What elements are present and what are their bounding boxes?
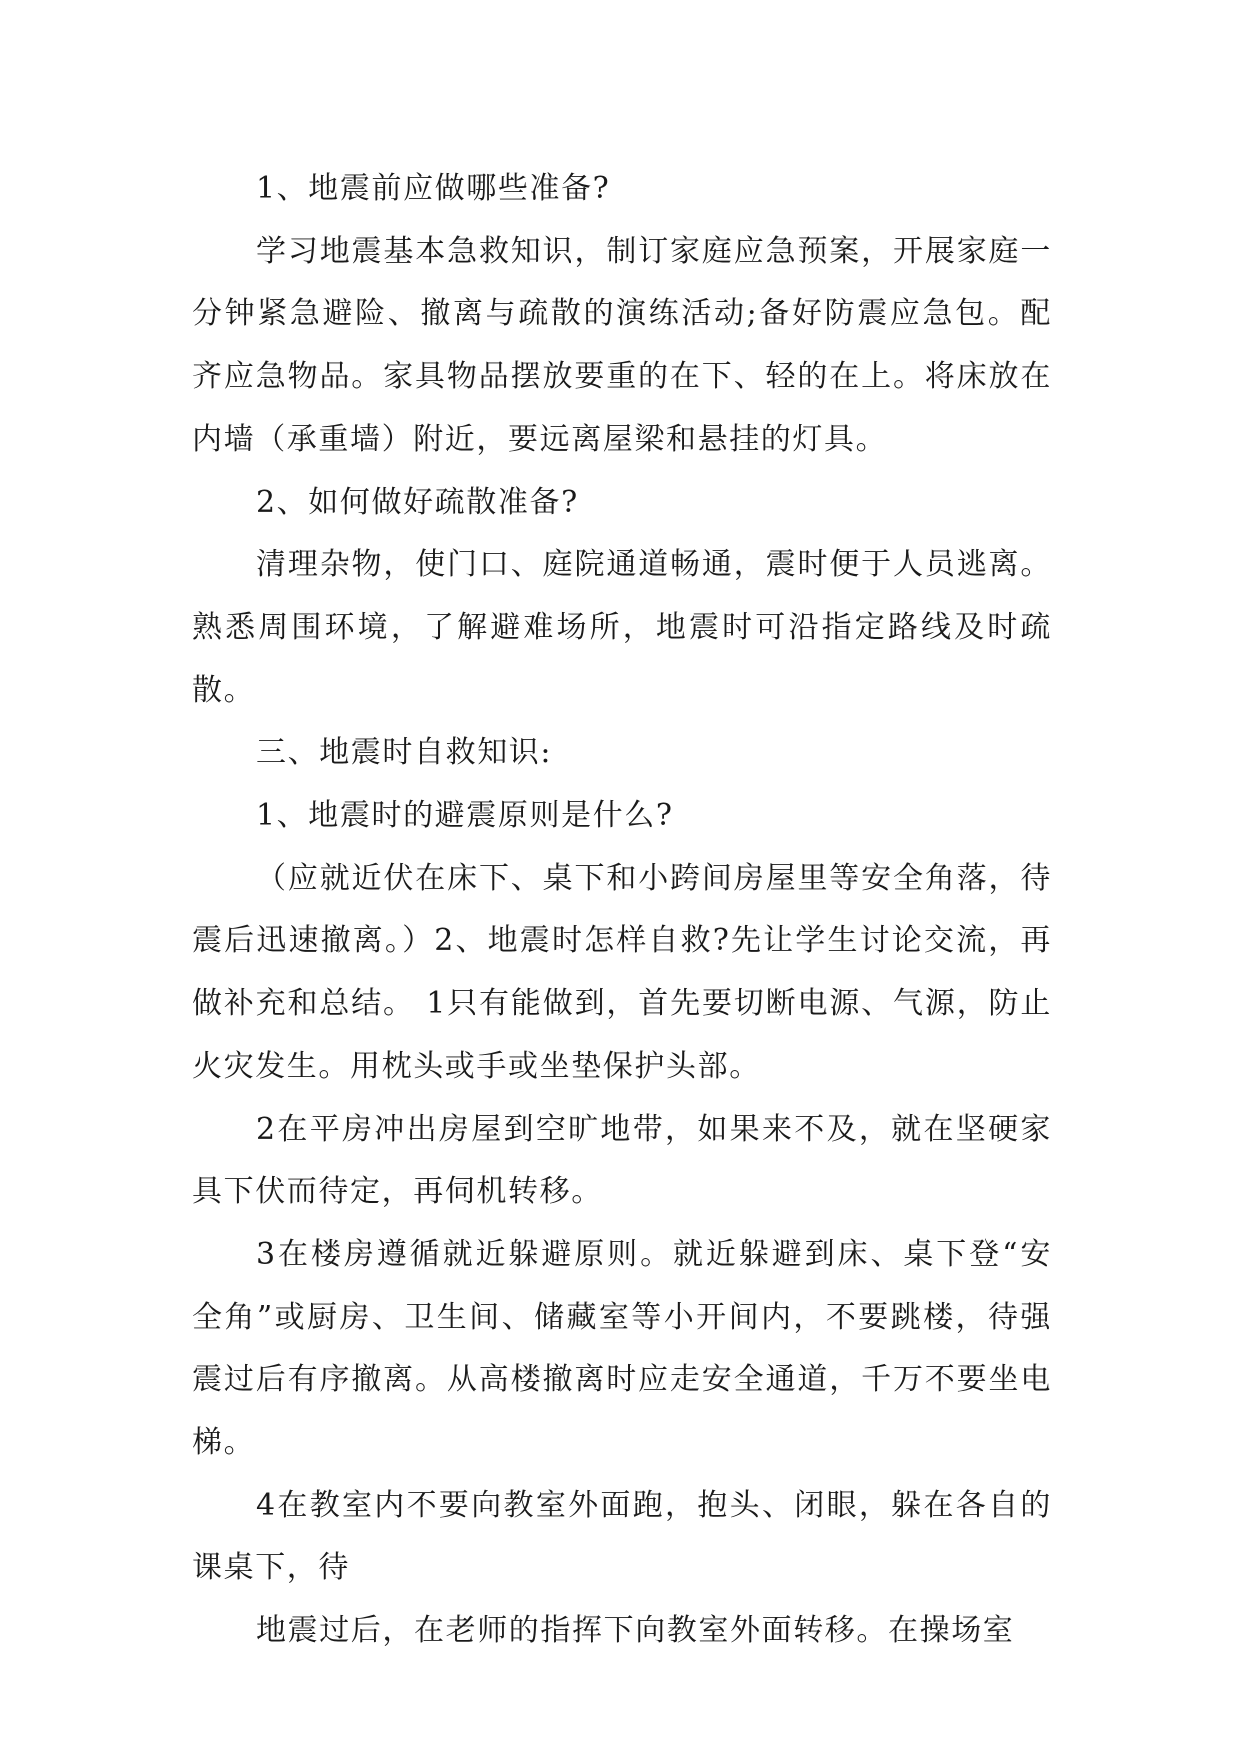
paragraph-question-2: 2、如何做好疏散准备? [256,484,579,520]
paragraph-answer-3-1: （应就近伏在床下、桌下和小跨间房屋里等安全角落，待震后迅速撤离。）2、地震时怎样自救?先让学生讨论交流，再做补充和总结。 1只有能做到，首先要切断电源、气源，防止火灾发生。用枕头或手或坐垫保护头部。 [192,860,1052,1084]
paragraph-question-1: 1、地震前应做哪些准备? [256,171,611,206]
paragraph-continuation: 地震过后，在老师的指挥下向教室外面转移。在操场室 [256,1613,1015,1649]
paragraph-answer-1: 学习地震基本急救知识，制订家庭应急预案，开展家庭一分钟紧急避险、撤离与疏散的演练活动;备好防震应急包。配齐应急物品。家具物品摆放要重的在下、轻的在上。将床放在内墙（承重墙）附近，要远离屋梁和悬挂的灯具。 [192,233,1052,457]
paragraph-point-2: 2在平房冲出房屋到空旷地带，如果来不及，就在坚硬家具下伏而待定，再伺机转移。 [192,1111,1052,1210]
paragraph-point-3: 3在楼房遵循就近躲避原则。就近躲避到床、桌下登“安全角”或厨房、卫生间、储藏室等小开间内，不要跳楼，待强震过后有序撤离。从高楼撤离时应走安全通道，千万不要坐电梯。 [192,1236,1052,1461]
paragraph-answer-2: 清理杂物，使门口、庭院通道畅通，震时便于人员逃离。熟悉周围环境，了解避难场所，地震时可沿指定路线及时疏散。 [192,547,1052,708]
paragraph-point-4: 4在教室内不要向教室外面跑，抱头、闭眼，躲在各自的课桌下，待 [192,1487,1052,1586]
paragraph-question-3-1: 1、地震时的避震原则是什么? [256,798,674,834]
section-heading-3: 三、地震时自救知识: [256,735,553,771]
document-body [192,158,1052,1663]
